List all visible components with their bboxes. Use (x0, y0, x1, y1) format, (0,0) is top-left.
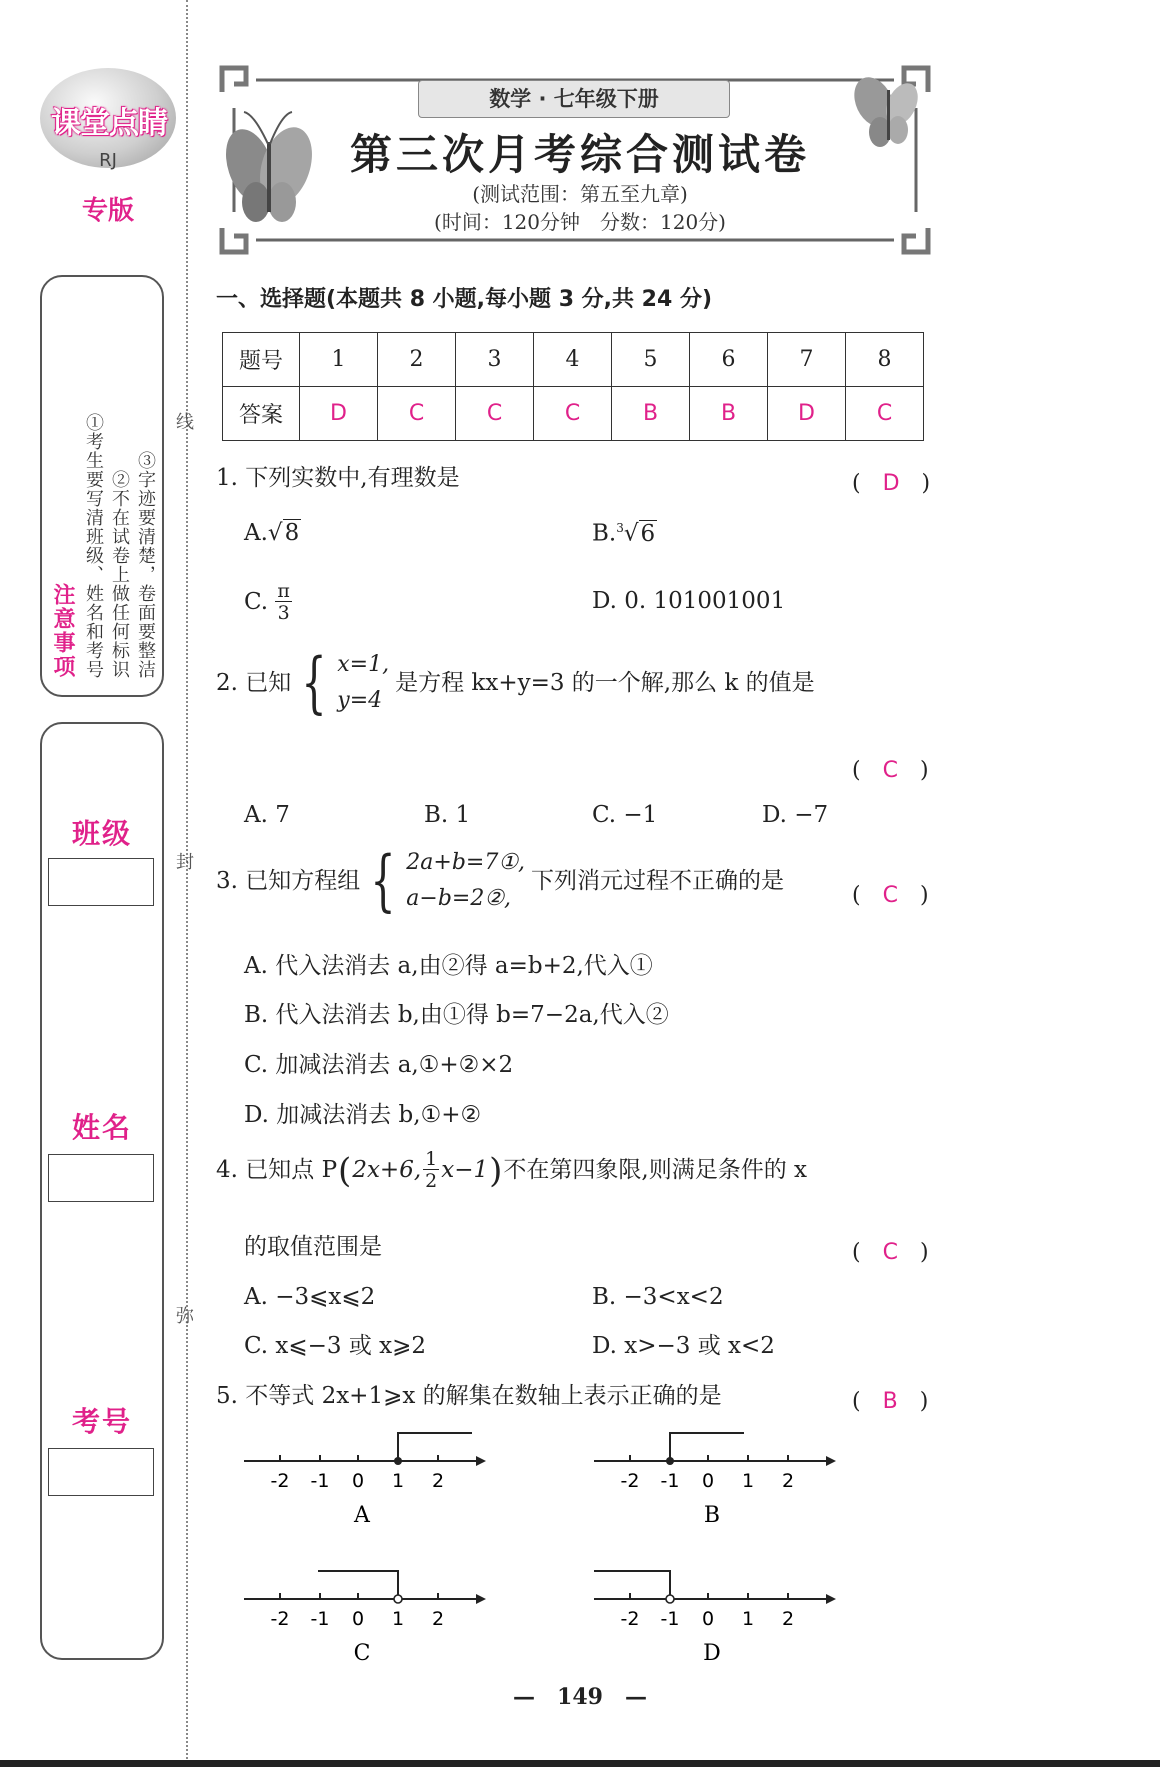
tick-label: -1 (660, 1470, 680, 1492)
coordinate-y: x−1 (441, 1157, 489, 1183)
answer-cell: B (690, 387, 768, 441)
class-label: 班级 (71, 817, 132, 850)
question-number-cell: 1 (300, 333, 378, 387)
option-letter: B. (592, 520, 617, 547)
question-3-option-d: D. 加减法消去 b,①+② (244, 1102, 482, 1128)
name-field[interactable] (48, 1154, 154, 1202)
root-index: 3 (616, 521, 624, 535)
tick-label: 1 (741, 1608, 755, 1630)
question-4-option-b: B. −3<x<2 (592, 1284, 724, 1310)
question-3-stem (216, 842, 785, 919)
note-item: ①考生要写清班级、姓名和考号 (83, 413, 104, 679)
question-3-option-c: C. 加减法消去 a,①+②×2 (244, 1052, 514, 1078)
question-1-option-d: D. 0. 101001001 (592, 588, 786, 614)
table-row (223, 333, 924, 387)
note-item: ②不在试卷上做任何标识 (109, 470, 130, 679)
answer-cell: D (768, 387, 846, 441)
cut-line (186, 0, 188, 1767)
logo-edition: 专版 (81, 196, 134, 226)
exam-number-label: 考号 (71, 1405, 132, 1438)
number-line-option-a (240, 1425, 490, 1525)
question-2-answer: C (882, 758, 898, 783)
left-paren: ( (338, 1150, 352, 1191)
numerator: 1 (425, 1148, 438, 1170)
table-header-cell: 答案 (223, 387, 300, 441)
number-line-option-c (240, 1563, 490, 1663)
denominator: 2 (425, 1170, 438, 1192)
cut-mark: 封 (176, 852, 194, 873)
question-3-answer-slot: ( C ) (852, 883, 929, 908)
question-4-option-c: C. x⩽−3 或 x⩾2 (244, 1333, 427, 1359)
tick-label: 2 (431, 1608, 445, 1630)
question-2-option-d: D. −7 (762, 802, 829, 828)
section-title: 一、选择题(本题共 8 小题,每小题 3 分,共 24 分) (216, 287, 713, 312)
tick-label: 1 (391, 1470, 405, 1492)
tick-label: 1 (391, 1608, 405, 1630)
option-label: B (703, 1503, 721, 1525)
tick-label: -2 (270, 1608, 290, 1630)
sqrt-symbol: √ (267, 520, 283, 546)
stem-suffix: 不在第四象限,则满足条件的 x (503, 1157, 807, 1183)
option-label: D (703, 1641, 721, 1663)
page-title: 第三次月考综合测试卷 (349, 130, 810, 179)
equation: a−b=2②, (406, 886, 512, 911)
brace-symbol: { (370, 842, 396, 919)
fraction (275, 582, 292, 623)
option-letter: A. (244, 520, 268, 546)
denominator: 3 (277, 602, 290, 624)
sqrt-symbol: √ (623, 520, 639, 547)
equation-system (291, 644, 390, 721)
question-3-answer: C (882, 883, 898, 908)
tick-label: -1 (310, 1470, 330, 1492)
tick-label: -2 (270, 1470, 290, 1492)
question-2-answer-slot: ( C ) (852, 758, 929, 783)
tick-label: -2 (620, 1470, 640, 1492)
equation: x=1, (337, 652, 390, 677)
tick-label: 2 (431, 1470, 445, 1492)
numerator: π (277, 580, 290, 602)
stem-suffix: 是方程 kx+y=3 的一个解,那么 k 的值是 (395, 669, 815, 696)
question-1-option-c (244, 582, 292, 623)
question-5-answer: B (882, 1389, 898, 1414)
right-paren: ) (489, 1150, 503, 1191)
stem-prefix: 3. 已知方程组 (216, 867, 361, 894)
fraction (423, 1150, 439, 1191)
cut-mark: 线 (176, 412, 194, 433)
tick-label: -1 (310, 1608, 330, 1630)
answer-cell: B (612, 387, 690, 441)
question-1-option-a (244, 522, 301, 545)
radicand: 6 (640, 520, 656, 547)
question-number-cell: 6 (690, 333, 768, 387)
tick-label: 2 (781, 1608, 795, 1630)
notes-heading: 注意事项 (50, 583, 75, 679)
page-number: — 149 — (513, 1684, 647, 1710)
question-2-option-b: B. 1 (424, 802, 471, 828)
radicand: 8 (284, 520, 300, 546)
option-letter: C. (244, 589, 269, 615)
answer-table (222, 332, 924, 441)
question-3-option-a: A. 代入法消去 a,由②得 a=b+2,代入① (244, 953, 653, 979)
subject-label: 数学 · 七年级下册 (418, 80, 730, 118)
question-5-answer-slot: ( B ) (852, 1389, 929, 1414)
cut-mark: 弥 (176, 1306, 194, 1327)
equation: 2a+b=7①, (406, 850, 526, 875)
tick-label: -2 (620, 1608, 640, 1630)
note-item: ③字迹要清楚，卷面要整洁 (135, 451, 156, 679)
question-4-answer-slot: ( C ) (852, 1240, 929, 1265)
question-2-stem (216, 644, 815, 721)
answer-cell: D (300, 387, 378, 441)
bottom-bar (0, 1760, 1160, 1767)
question-4-stem (216, 1150, 807, 1191)
coordinate-x: 2x+6, (352, 1157, 422, 1183)
brace-symbol: { (301, 644, 327, 721)
option-label: C (353, 1641, 371, 1663)
question-4-option-a: A. −3⩽x⩽2 (244, 1284, 376, 1310)
name-label: 姓名 (71, 1111, 132, 1144)
tick-label: 0 (351, 1470, 365, 1492)
time-and-score: (时间：120分钟 分数：120分) (434, 210, 726, 234)
tick-label: 0 (701, 1608, 715, 1630)
question-2-option-c: C. −1 (592, 802, 658, 828)
question-1-answer-slot: ( D ) (852, 471, 931, 496)
class-field[interactable] (48, 858, 154, 906)
question-4-option-d: D. x>−3 或 x<2 (592, 1333, 775, 1359)
question-number-cell: 4 (534, 333, 612, 387)
question-3-option-b: B. 代入法消去 b,由①得 b=7−2a,代入② (244, 1002, 669, 1028)
question-number-cell: 3 (456, 333, 534, 387)
question-number-cell: 5 (612, 333, 690, 387)
question-2-option-a: A. 7 (244, 802, 290, 828)
number-line-option-d (590, 1563, 840, 1663)
answer-cell: C (534, 387, 612, 441)
question-1-stem: 1. 下列实数中,有理数是 (216, 465, 460, 491)
answer-cell: C (378, 387, 456, 441)
question-number-cell: 7 (768, 333, 846, 387)
question-number-cell: 2 (378, 333, 456, 387)
option-label: A (354, 1503, 370, 1525)
tick-label: -1 (660, 1608, 680, 1630)
question-1-option-b (592, 522, 657, 546)
exam-number-field[interactable] (48, 1448, 154, 1496)
tick-label: 1 (741, 1470, 755, 1492)
equation: y=4 (337, 688, 383, 713)
question-1-answer: D (882, 471, 900, 496)
question-4-answer: C (882, 1240, 898, 1265)
tick-label: 0 (351, 1608, 365, 1630)
tick-label: 2 (781, 1470, 795, 1492)
question-number-cell: 8 (846, 333, 924, 387)
answer-cell: C (456, 387, 534, 441)
table-row (223, 387, 924, 441)
student-info-box (40, 722, 164, 1660)
logo-text: 课堂点睛 (51, 106, 167, 141)
equation-system (360, 842, 526, 919)
stem-prefix: 4. 已知点 P (216, 1157, 338, 1183)
question-5-stem: 5. 不等式 2x+1⩾x 的解集在数轴上表示正确的是 (216, 1383, 722, 1409)
answer-cell: C (846, 387, 924, 441)
tick-label: 0 (701, 1470, 715, 1492)
table-header-cell: 题号 (223, 333, 300, 387)
logo-edition-code: RJ (99, 150, 117, 171)
number-line-option-b (590, 1425, 840, 1525)
test-scope: (测试范围：第五至九章) (472, 182, 688, 206)
question-4-stem-line2: 的取值范围是 (244, 1234, 382, 1260)
notes-box (40, 275, 164, 697)
stem-prefix: 2. 已知 (216, 669, 292, 696)
stem-suffix: 下列消元过程不正确的是 (531, 867, 785, 894)
